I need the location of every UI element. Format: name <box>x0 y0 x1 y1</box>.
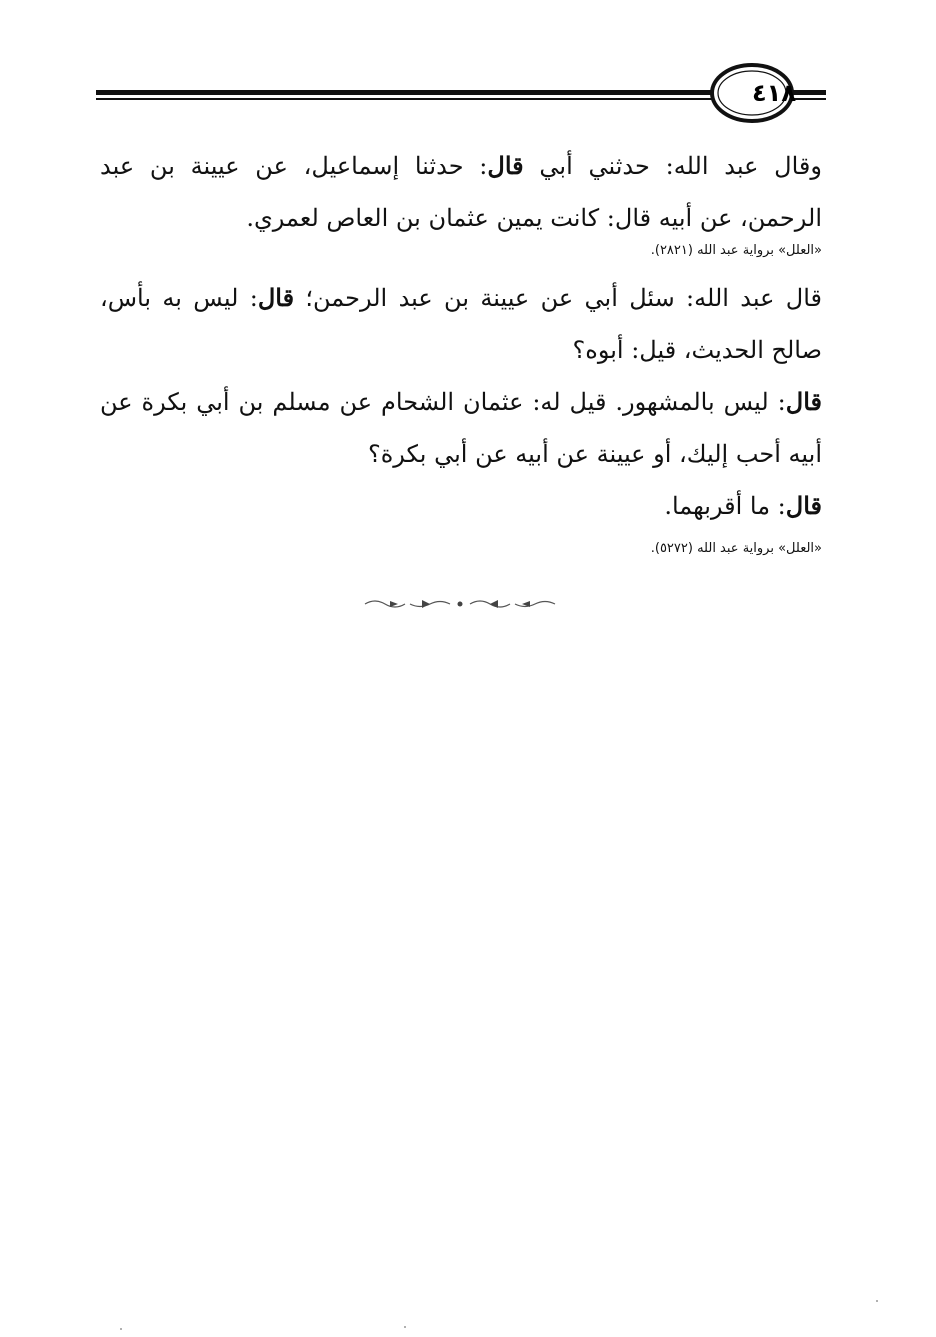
scan-speck <box>404 1326 406 1328</box>
source-citation: «العلل» برواية عبد الله (٢٨٢١). <box>650 243 822 258</box>
paragraph-text: : ليس بالمشهور. قيل له: عثمان الشحام عن مسلم بن أبي بكرة عن أبيه أحب إليك، أو عيينة عن أبيه عن أبي بكرة؟ <box>100 388 822 468</box>
section-divider-ornament <box>360 595 560 613</box>
scan-speck <box>876 1300 878 1302</box>
page-number: ٤١٨ <box>752 79 796 107</box>
page-body <box>100 140 822 570</box>
scan-speck <box>120 1328 122 1330</box>
paragraph-text: : ليس به بأس، صالح الحديث، قيل: أبوه؟ <box>100 284 822 364</box>
speaker-keyword: قال <box>785 491 822 520</box>
paragraph-text: قال عبد الله: سئل أبي عن عيينة بن عبد الرحمن؛ <box>294 284 822 312</box>
paragraph <box>100 140 822 244</box>
paragraph <box>100 272 822 376</box>
speaker-keyword: قال <box>785 387 822 416</box>
paragraph <box>100 376 822 480</box>
speaker-keyword: قال <box>487 151 524 180</box>
page-header <box>96 60 826 130</box>
paragraph <box>100 480 822 532</box>
paragraph-text: وقال عبد الله: حدثني أبي <box>523 152 822 180</box>
paragraph-text: : حدثنا إسماعيل، عن عيينة بن عبد الرحمن، عن أبيه قال: كانت يمين عثمان بن العاص لعمري. <box>100 152 822 232</box>
speaker-keyword: قال <box>257 283 295 312</box>
paragraph-text: : ما أقربهما. <box>664 492 786 520</box>
source-citation: «العلل» برواية عبد الله (٥٢٧٢). <box>650 541 822 556</box>
